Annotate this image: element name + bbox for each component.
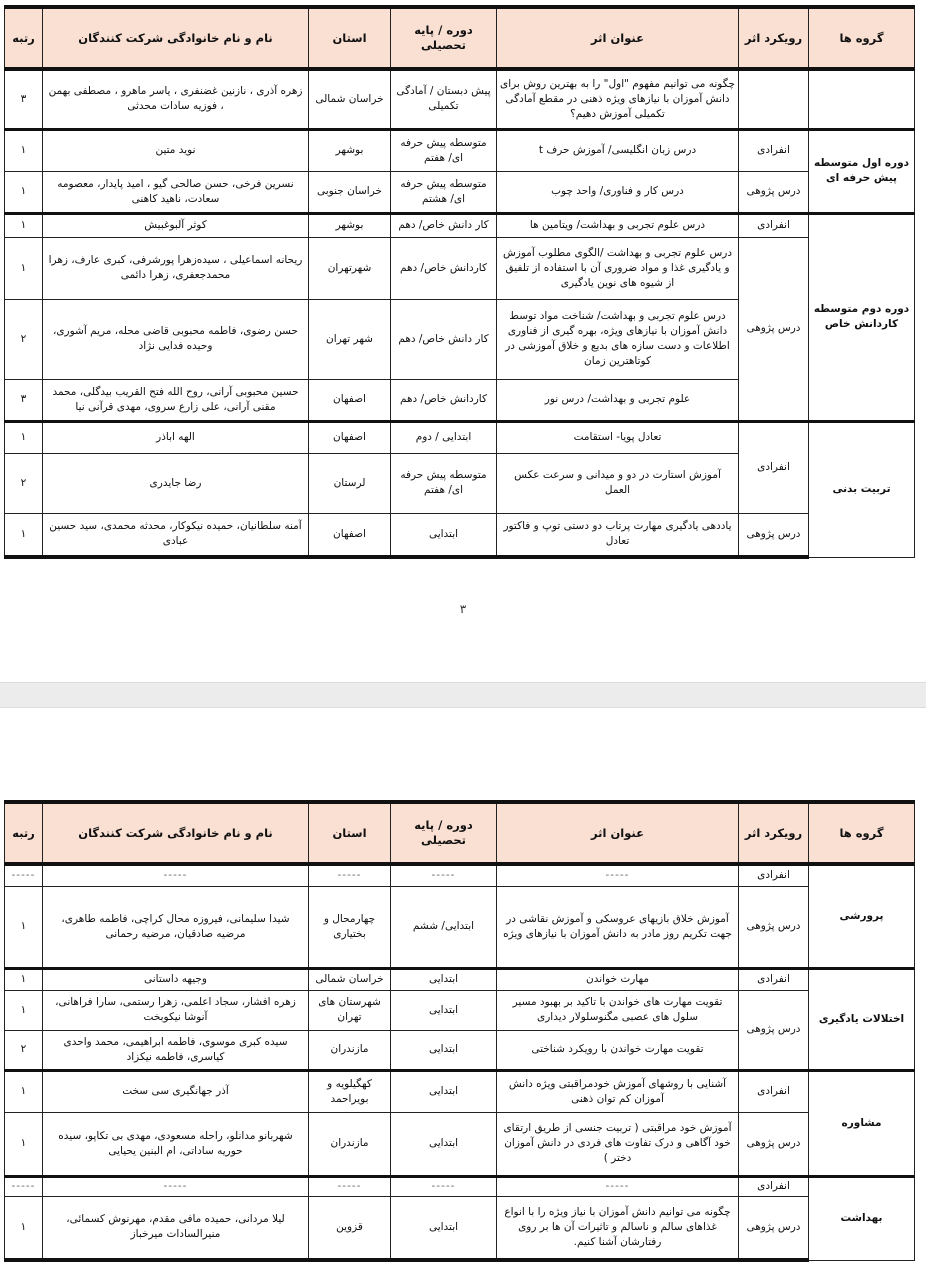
title-cell: یاددهی یادگیری مهارت پرتاب دو دستی توپ و فاکتور تعادل (497, 513, 739, 557)
group-cell: دوره دوم متوسطه کاردانش خاص (809, 213, 915, 421)
level-cell: ابتدایی (391, 513, 497, 557)
title-cell: آشنایی با روشهای آموزش خودمراقبتی ویژه دانش آموزان کم توان ذهنی (497, 1070, 739, 1112)
title-cell: تقویت مهارت خواندن با رویکرد شناختی (497, 1030, 739, 1070)
level-cell: متوسطه پیش حرفه ای/ هفتم (391, 453, 497, 513)
names-cell: زهره آذری ، نازنین غضنفری ، یاسر ماهرو ، مصطفی بهمن ، فوزیه سادات محدثی (43, 69, 309, 129)
province-cell: چهارمحال و بختیاری (309, 886, 391, 968)
header-group: گروه ها (809, 7, 915, 69)
approach-cell: انفرادی (739, 968, 809, 990)
header-rank: رتبه (5, 802, 43, 864)
table-row (5, 968, 915, 990)
table-row (5, 1070, 915, 1112)
page-separator (0, 682, 926, 708)
level-cell: کار دانش خاص/ دهم (391, 213, 497, 237)
table-row (5, 129, 915, 171)
names-cell: شیدا سلیمانی، فیروزه محال کراچی، فاطمه طاهری، مرضیه صادقیان، مرضیه رحمانی (43, 886, 309, 968)
names-cell: وجیهه داستانی (43, 968, 309, 990)
level-cell: کار دانش خاص/ دهم (391, 299, 497, 379)
title-cell: آموزش خلاق بازیهای عروسکی و آموزش نقاشی در جهت تکریم روز مادر به دانش آموزان با نیازهای ویژه (497, 886, 739, 968)
page-number: ۳ (459, 602, 467, 616)
province-cell: خراسان جنوبی (309, 171, 391, 213)
rank-cell: ۳ (5, 69, 43, 129)
level-cell: ابتدایی (391, 990, 497, 1030)
province-cell: خراسان شمالی (309, 69, 391, 129)
rank-cell: ۲ (5, 1030, 43, 1070)
results-table-page-1 (4, 5, 915, 559)
rank-cell: ۱ (5, 886, 43, 968)
title-cell: درس علوم تجربی و بهداشت/ ویتامین ها (497, 213, 739, 237)
table-row (5, 69, 915, 129)
rank-cell: ----- (5, 1176, 43, 1196)
approach-cell: درس پژوهی (739, 990, 809, 1070)
rank-cell: ۱ (5, 1112, 43, 1176)
header-approach: رویکرد اثر (739, 7, 809, 69)
level-cell: ابتدایی / دوم (391, 421, 497, 453)
header-level: دوره / پایه تحصیلی (391, 802, 497, 864)
table-row (5, 886, 915, 968)
level-cell: متوسطه پیش حرفه ای/ هشتم (391, 171, 497, 213)
names-cell: آذر جهانگیری سی سخت (43, 1070, 309, 1112)
names-cell: لیلا مردانی، حمیده مافی مقدم، مهرنوش کسمائی، منیرالسادات میرخباز (43, 1196, 309, 1260)
table-row (5, 237, 915, 299)
level-cell: ابتدایی/ ششم (391, 886, 497, 968)
title-cell: درس کار و فناوری/ واحد چوب (497, 171, 739, 213)
approach-cell: انفرادی (739, 1070, 809, 1112)
names-cell: الهه اباذر (43, 421, 309, 453)
header-level: دوره / پایه تحصیلی (391, 7, 497, 69)
rank-cell: ۱ (5, 968, 43, 990)
rank-cell: ۱ (5, 421, 43, 453)
province-cell: کهگیلویه و بویراحمد (309, 1070, 391, 1112)
group-cell: اختلالات یادگیری (809, 968, 915, 1070)
approach-cell: درس پژوهی (739, 513, 809, 557)
table-row (5, 1112, 915, 1176)
level-cell: ابتدایی (391, 1112, 497, 1176)
province-cell: مازندران (309, 1030, 391, 1070)
rank-cell: ۱ (5, 513, 43, 557)
level-cell: ابتدایی (391, 1196, 497, 1260)
header-province: استان (309, 802, 391, 864)
approach-cell: درس پژوهی (739, 237, 809, 421)
names-cell: رضا جایدری (43, 453, 309, 513)
table-row (5, 171, 915, 213)
table-row (5, 213, 915, 237)
names-cell: نوید متین (43, 129, 309, 171)
names-cell: ----- (43, 864, 309, 886)
title-cell: درس علوم تجربی و بهداشت /الگوی مطلوب آموزش و یادگیری غذا و مواد ضروری آن با استفاده از تلفیق از شیوه های نوین یادگیری (497, 237, 739, 299)
names-cell: نسرین فرخی، حسن صالحی گیو ، امید پایدار، معصومه سعادت، ناهید کاهنی (43, 171, 309, 213)
rank-cell: ۱ (5, 1196, 43, 1260)
title-cell: تعادل پویا- استقامت (497, 421, 739, 453)
approach-cell: انفرادی (739, 421, 809, 513)
province-cell: اصفهان (309, 513, 391, 557)
province-cell: شهر تهران (309, 299, 391, 379)
province-cell: اصفهان (309, 379, 391, 421)
table-header-row (5, 802, 915, 864)
rank-cell: ۱ (5, 171, 43, 213)
names-cell: کوثر آلبوغبیش (43, 213, 309, 237)
group-cell: تربیت بدنی (809, 421, 915, 557)
approach-cell: انفرادی (739, 129, 809, 171)
level-cell: متوسطه پیش حرفه ای/ هفتم (391, 129, 497, 171)
header-approach: رویکرد اثر (739, 802, 809, 864)
rank-cell: ۱ (5, 237, 43, 299)
names-cell: حسین محبوبی آرانی، روح الله فتح القریب بیدگلی، محمد مقنی آرانی، علی زارع سروی، مهدی قرآنی نیا (43, 379, 309, 421)
title-cell: درس زبان انگلیسی/ آموزش حرف t (497, 129, 739, 171)
level-cell: ابتدایی (391, 968, 497, 990)
names-cell: آمنه سلطانیان، حمیده نیکوکار، محدثه محمدی، سید حسین عبادی (43, 513, 309, 557)
header-title: عنوان اثر (497, 802, 739, 864)
title-cell: آموزش استارت در دو و میدانی و سرعت عکس العمل (497, 453, 739, 513)
province-cell: قزوین (309, 1196, 391, 1260)
table-row (5, 1176, 915, 1196)
province-cell: بوشهر (309, 129, 391, 171)
group-cell-empty (809, 69, 915, 129)
table-row (5, 990, 915, 1030)
group-cell: مشاوره (809, 1070, 915, 1176)
level-cell: ----- (391, 1176, 497, 1196)
title-cell: درس علوم تجربی و بهداشت/ شناخت مواد توسط دانش آموزان با نیازهای ویژه، بهره گیری از فناوری اطلاعات و دست سازه های بدیع و خلاق آموزشی در کوتاهترین زمان (497, 299, 739, 379)
level-cell: کاردانش خاص/ دهم (391, 237, 497, 299)
title-cell: ----- (497, 864, 739, 886)
province-cell: ----- (309, 864, 391, 886)
names-cell: ریحانه اسماعیلی ، سیده‌زهرا پورشرفی، کبری عارف، زهرا محمدجعفری، زهرا دائمی (43, 237, 309, 299)
province-cell: لرستان (309, 453, 391, 513)
level-cell: ----- (391, 864, 497, 886)
group-cell: دوره اول متوسطه پیش حرفه ای (809, 129, 915, 213)
names-cell: سیده کبری موسوی، فاطمه ابراهیمی، محمد واحدی کیاسری، فاطمه نیکزاد (43, 1030, 309, 1070)
header-province: استان (309, 7, 391, 69)
province-cell: ----- (309, 1176, 391, 1196)
level-cell: ابتدایی (391, 1070, 497, 1112)
header-group: گروه ها (809, 802, 915, 864)
rank-cell: ۱ (5, 1070, 43, 1112)
rank-cell: ----- (5, 864, 43, 886)
title-cell: تقویت مهارت های خواندن با تاکید بر بهبود مسیر سلول های عصبی مگنوسلولار دیداری (497, 990, 739, 1030)
level-cell: ابتدایی (391, 1030, 497, 1070)
province-cell: بوشهر (309, 213, 391, 237)
approach-cell: درس پژوهی (739, 171, 809, 213)
approach-cell: انفرادی (739, 1176, 809, 1196)
title-cell: چگونه می توانیم دانش آموزان با نیاز ویژه را با انواع غذاهای سالم و ناسالم و تاثیرات آن ها بر روی رفتارشان آشنا کنیم. (497, 1196, 739, 1260)
title-cell: چگونه می توانیم مفهوم "اول" را به بهترین روش برای دانش آموزان با نیازهای ویژه ذهنی در مقطع آمادگی تکمیلی آموزش دهیم؟ (497, 69, 739, 129)
approach-cell (739, 69, 809, 129)
level-cell: پیش دبستان / آمادگی تکمیلی (391, 69, 497, 129)
title-cell: مهارت خواندن (497, 968, 739, 990)
header-rank: رتبه (5, 7, 43, 69)
approach-cell: درس پژوهی (739, 1112, 809, 1176)
province-cell: شهرتهران (309, 237, 391, 299)
rank-cell: ۳ (5, 379, 43, 421)
title-cell: علوم تجربی و بهداشت/ درس نور (497, 379, 739, 421)
approach-cell: درس پژوهی (739, 886, 809, 968)
group-cell: پرورشی (809, 864, 915, 968)
rank-cell: ۲ (5, 299, 43, 379)
header-names: نام و نام خانوادگی شرکت کنندگان (43, 802, 309, 864)
approach-cell: درس پژوهی (739, 1196, 809, 1260)
table-row (5, 864, 915, 886)
names-cell: حسن رضوی، فاطمه محبوبی قاضی محله، مریم آشوری، وحیده فدایی نژاد (43, 299, 309, 379)
rank-cell: ۱ (5, 213, 43, 237)
names-cell: شهربانو مدانلو، راحله مسعودی، مهدی بی تکاپو، سیده حوریه ساداتی، ام البنین یحیایی (43, 1112, 309, 1176)
province-cell: خراسان شمالی (309, 968, 391, 990)
level-cell: کاردانش خاص/ دهم (391, 379, 497, 421)
approach-cell: انفرادی (739, 864, 809, 886)
province-cell: اصفهان (309, 421, 391, 453)
title-cell: آموزش خود مراقبتی ( تربیت جنسی از طریق ارتقای خود آگاهی و درک تفاوت های فردی در دانش آموزان دختر ) (497, 1112, 739, 1176)
table-row (5, 1196, 915, 1260)
header-title: عنوان اثر (497, 7, 739, 69)
province-cell: شهرستان های تهران (309, 990, 391, 1030)
header-names: نام و نام خانوادگی شرکت کنندگان (43, 7, 309, 69)
table-header-row (5, 7, 915, 69)
rank-cell: ۱ (5, 129, 43, 171)
rank-cell: ۱ (5, 990, 43, 1030)
group-cell: بهداشت (809, 1176, 915, 1260)
rank-cell: ۲ (5, 453, 43, 513)
table-row (5, 421, 915, 453)
names-cell: ----- (43, 1176, 309, 1196)
province-cell: مازندران (309, 1112, 391, 1176)
document-page-2 (0, 708, 926, 1280)
approach-cell: انفرادی (739, 213, 809, 237)
table-row (5, 513, 915, 557)
results-table-page-2 (4, 800, 915, 1262)
title-cell: ----- (497, 1176, 739, 1196)
names-cell: زهره افشار، سجاد اعلمی، زهرا رستمی، سارا فراهانی، آنوشا نیکوبخت (43, 990, 309, 1030)
